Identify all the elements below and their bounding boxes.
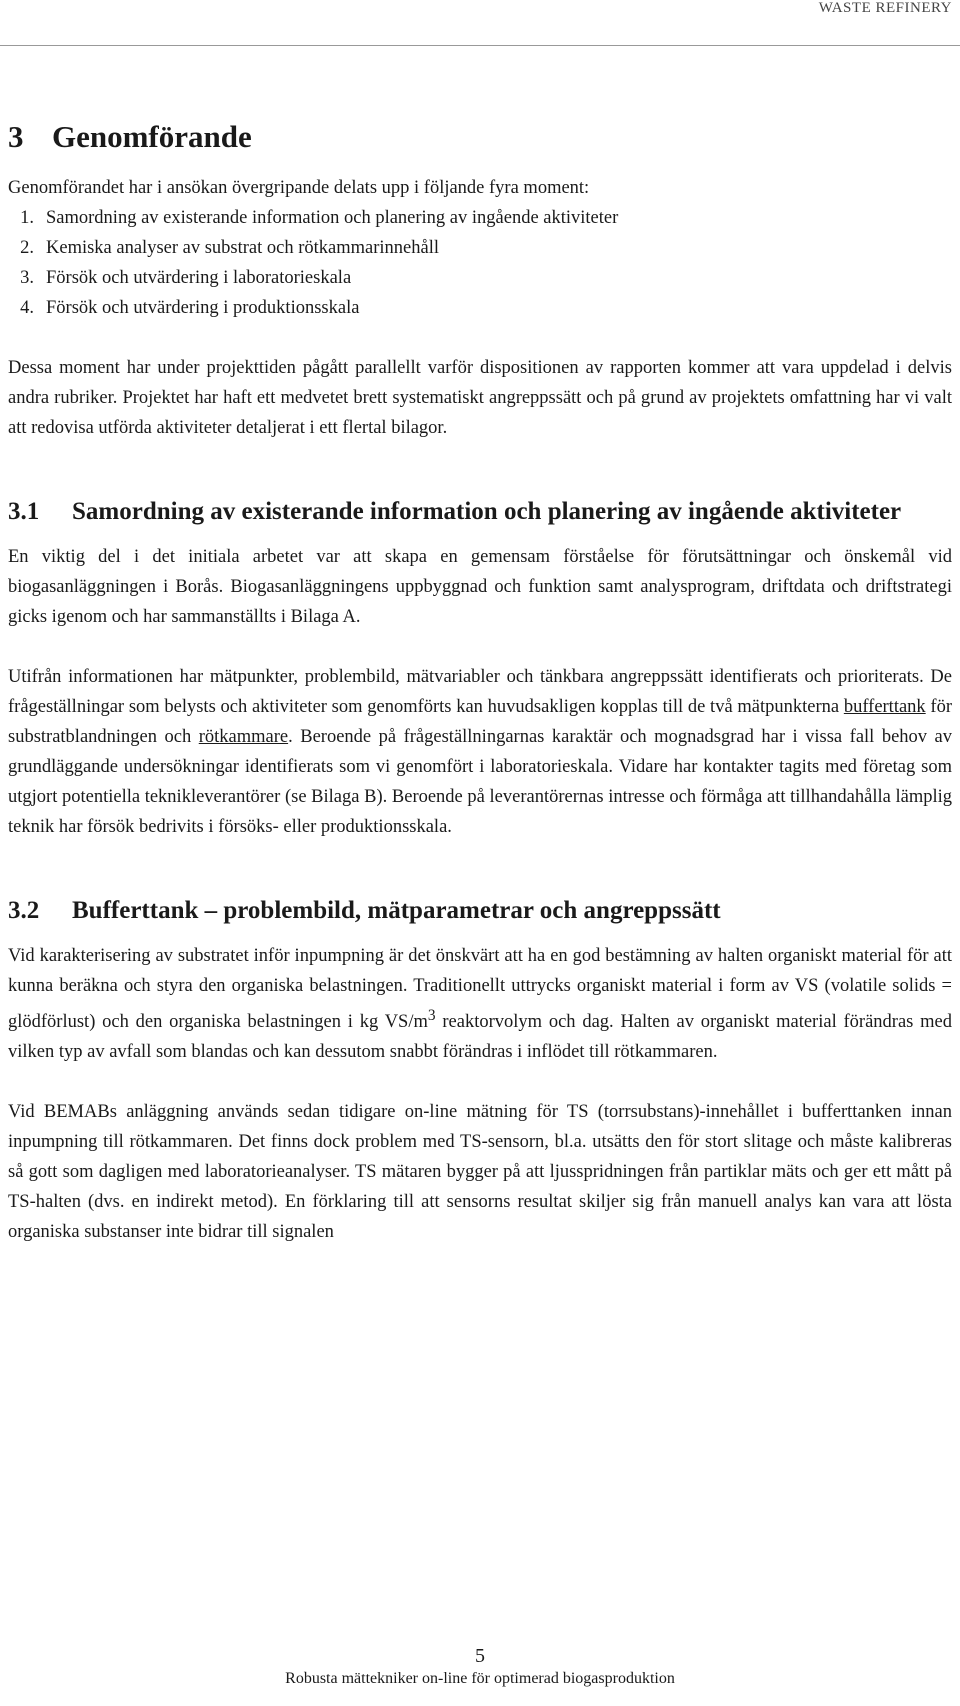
section-3-paragraph: Dessa moment har under projekttiden pågått parallellt varför dispositionen av rapporten kommer att vara uppdelad i delvis andra rubriker. Projektet har haft ett medvetet brett systematiskt angreppssätt och på grund av projektets omfattning har vi valt att redovisa utförda aktiviteter detaljerat i ett flertal bilagor. xyxy=(8,358,952,439)
list-item: 4. Försök och utvärdering i produktionsskala xyxy=(20,298,360,319)
section-title: Samordning av existerande information och planering av ingående aktiviteter xyxy=(72,498,902,526)
superscript: 3 xyxy=(427,1007,436,1025)
section-title: Bufferttank – problembild, mätparametrar och angreppssätt xyxy=(72,897,721,925)
section-3-2-paragraph-1: Vid karakterisering av substratet inför inpumpning är det önskvärt att ha en god bestämning av halten organiskt material för att kunna beräkna och styra den organiska belastningen. Traditionellt uttrycks organiskt material i form av VS (volatile solids = glödförlust) och den organiska belastningen i kg $VS/m^3$ reaktorvolym och dag. Halten av organiskt material förändras med vilken typ av avfall som blandas och kan dessutom snabbt förändras i inflödet till rötkammaren. xyxy=(8,946,952,1063)
section-title: Genomförande xyxy=(52,119,252,154)
list-item: 1. Samordning av existerande information och planering av ingående aktiviteter xyxy=(20,208,619,229)
term-rotkammare: rötkammare xyxy=(198,727,289,748)
document-body xyxy=(8,118,952,1247)
footer-title: Robusta mättekniker on-line för optimerad biogasproduktion xyxy=(285,1670,675,1687)
section-number: 3.2 xyxy=(8,897,40,925)
section-3-intro: Genomförandet har i ansökan övergripande delats upp i följande fyra moment: xyxy=(8,178,590,199)
section-number: 3.1 xyxy=(8,498,40,526)
section-3-1-paragraph-1: En viktig del i det initiala arbetet var att skapa en gemensam förståelse för förutsättningar och önskemål vid biogasanläggningen i Borås. Biogasanläggningens uppbyggnad och funktion samt analysprogram, driftdata och driftstrategi gicks igenom och har sammanställts i Bilaga A. xyxy=(8,547,952,628)
term-bufferttank: bufferttank xyxy=(843,697,926,718)
section-3-1-paragraph-2: Utifrån informationen har mätpunkter, problembild, mätvariabler och tänkbara angreppssätt identifierats och prioriterats. De frågeställningar som belysts och aktiviteter som genomförts kan huvudsakligen kopplas till de två mätpunkterna bufferttank för substratblandningen och rötkammare. Beroende på frågeställningarnas karaktär och mognadsgrad har i vissa fall behov av grundläggande undersökningar identifierats som vi genomfört i laboratorieskala. Vidare har kontakter tagits med företag som utgjort potentiella teknikleverantörer (se Bilaga B). Beroende på leverantörernas intresse och förmåga att tillhandahålla lämplig teknik har försök bedrivits i försöks- eller produktionsskala. xyxy=(8,667,952,838)
page-number: 5 xyxy=(475,1645,485,1667)
section-3-1-heading xyxy=(8,495,952,528)
header-divider xyxy=(0,45,960,46)
page-header xyxy=(0,0,960,46)
moment-list xyxy=(8,203,952,323)
list-item: 3. Försök och utvärdering i laboratorieskala xyxy=(20,268,352,289)
section-3-heading xyxy=(8,118,952,155)
section-3-2-paragraph-2: Vid BEMABs anläggning används sedan tidigare on-line mätning för TS (torrsubstans)-innehållet i bufferttanken innan inpumpning till rötkammaren. Det finns dock problem med TS-sensorn, bl.a. utsätts den för stort slitage och måste kalibreras så gott som dagligen med laboratorieanalyser. TS mätaren bygger på att ljusspridningen från partiklar mäts och ger ett mått på TS-halten (dvs. en indirekt metod). En förklaring till att sensorns resultat skiljer sig från manuell analys kan vara att lösta organiska substanser inte bidrar till signalen xyxy=(8,1102,952,1243)
section-3-2-heading xyxy=(8,894,952,927)
list-item: 2. Kemiska analyser av substrat och rötkammarinnehåll xyxy=(20,238,439,259)
section-number: 3 xyxy=(8,119,24,154)
page-footer xyxy=(0,1644,960,1690)
header-title: WASTE REFINERY xyxy=(818,0,952,16)
